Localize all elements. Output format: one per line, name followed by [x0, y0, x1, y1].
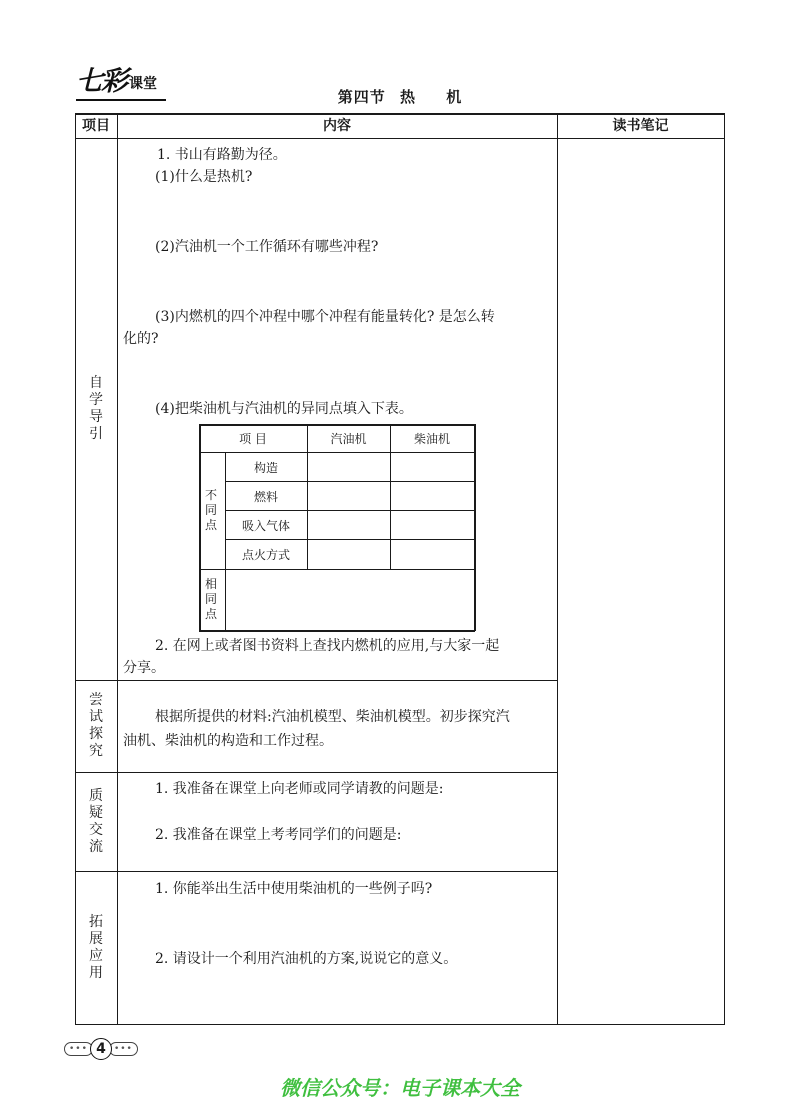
table-bottom-border — [75, 1024, 725, 1025]
ct-left — [199, 424, 201, 631]
notes-column-divider — [557, 113, 558, 1025]
tuozhan-q2: 2. 请设计一个利用汽油机的方案,说说它的意义。 — [155, 951, 458, 967]
ct-row-ignition: 点火方式 — [241, 548, 290, 562]
ct-head-bottom — [199, 452, 475, 453]
title-section: 第四节 — [337, 88, 386, 106]
ct-row-structure: 构造 — [253, 461, 278, 475]
ct-head-gas: 汽油机 — [330, 432, 367, 446]
section-label-tuozhan: 拓 展 应 用 — [89, 913, 103, 981]
ct-row3-bottom — [225, 539, 475, 540]
watermark-text: 微信公众号：电子课本大全 — [280, 1076, 520, 1100]
zixue-q1-3a: (3)内燃机的四个冲程中哪个冲程有能量转化? 是怎么转 — [155, 309, 495, 325]
zixue-q1-1: (1)什么是热机? — [155, 169, 253, 185]
section-divider-3 — [75, 871, 557, 872]
changshi-line1: 根据所提供的材料:汽油机模型、柴油机模型。初步探究汽 — [155, 709, 510, 725]
ct-same-label: 相 同 点 — [205, 577, 218, 621]
ct-diff-label: 不 同 点 — [205, 488, 218, 532]
title-word-2: 机 — [446, 88, 463, 106]
zixue-q1-3b: 化的? — [123, 331, 159, 347]
ct-row2-bottom — [225, 510, 475, 511]
ct-label-divider — [225, 452, 226, 631]
ct-right — [474, 424, 476, 631]
item-column-divider — [117, 113, 118, 1025]
page-number: 4 — [90, 1038, 112, 1060]
tuozhan-q1: 1. 你能举出生活中使用柴油机的一些例子吗? — [155, 881, 433, 897]
zixue-q2b: 分享。 — [123, 660, 165, 676]
zhiyi-q2: 2. 我准备在课堂上考考同学们的问题是: — [155, 827, 402, 843]
section-divider-1 — [75, 680, 557, 681]
zixue-q2a: 2. 在网上或者图书资料上查找内燃机的应用,与大家一起 — [155, 638, 500, 654]
ct-bottom — [199, 630, 475, 632]
brand-main-text: 七彩 — [76, 66, 126, 97]
header-bottom-border — [75, 138, 725, 139]
ct-head-item: 项 目 — [239, 432, 267, 446]
header-content: 内容 — [323, 118, 351, 134]
section-divider-2 — [75, 772, 557, 773]
section-label-changshi: 尝 试 探 究 — [89, 692, 103, 759]
header-notes: 读书笔记 — [612, 118, 669, 134]
page-title — [0, 86, 800, 107]
zixue-q1: 1. 书山有路勤为径。 — [157, 147, 287, 163]
title-word-1: 热 — [399, 88, 416, 106]
table-right-border — [724, 113, 725, 1025]
changshi-line2: 油机、柴油机的构造和工作过程。 — [123, 733, 333, 749]
section-label-zhiyi: 质 疑 交 流 — [89, 787, 103, 855]
ct-diff-bottom — [199, 569, 475, 570]
zixue-q1-2: (2)汽油机一个工作循环有哪些冲程? — [155, 239, 379, 255]
ct-top — [199, 424, 475, 426]
brand-sub-text: 课堂 — [129, 76, 157, 92]
page-number-dots-right: ••• — [109, 1042, 138, 1056]
ct-row1-bottom — [225, 481, 475, 482]
zhiyi-q1: 1. 我准备在课堂上向老师或同学请教的问题是: — [155, 781, 444, 797]
page-number-badge — [64, 1038, 138, 1060]
ct-row-fuel: 燃料 — [253, 490, 278, 504]
ct-head-diesel: 柴油机 — [413, 432, 450, 446]
section-label-zixue: 自 学 导 引 — [89, 375, 103, 442]
zixue-q1-4: (4)把柴油机与汽油机的异同点填入下表。 — [155, 401, 413, 417]
header-item: 项目 — [82, 118, 110, 134]
page-number-dots-left: ••• — [64, 1042, 93, 1056]
ct-row-intake: 吸入气体 — [241, 519, 290, 533]
